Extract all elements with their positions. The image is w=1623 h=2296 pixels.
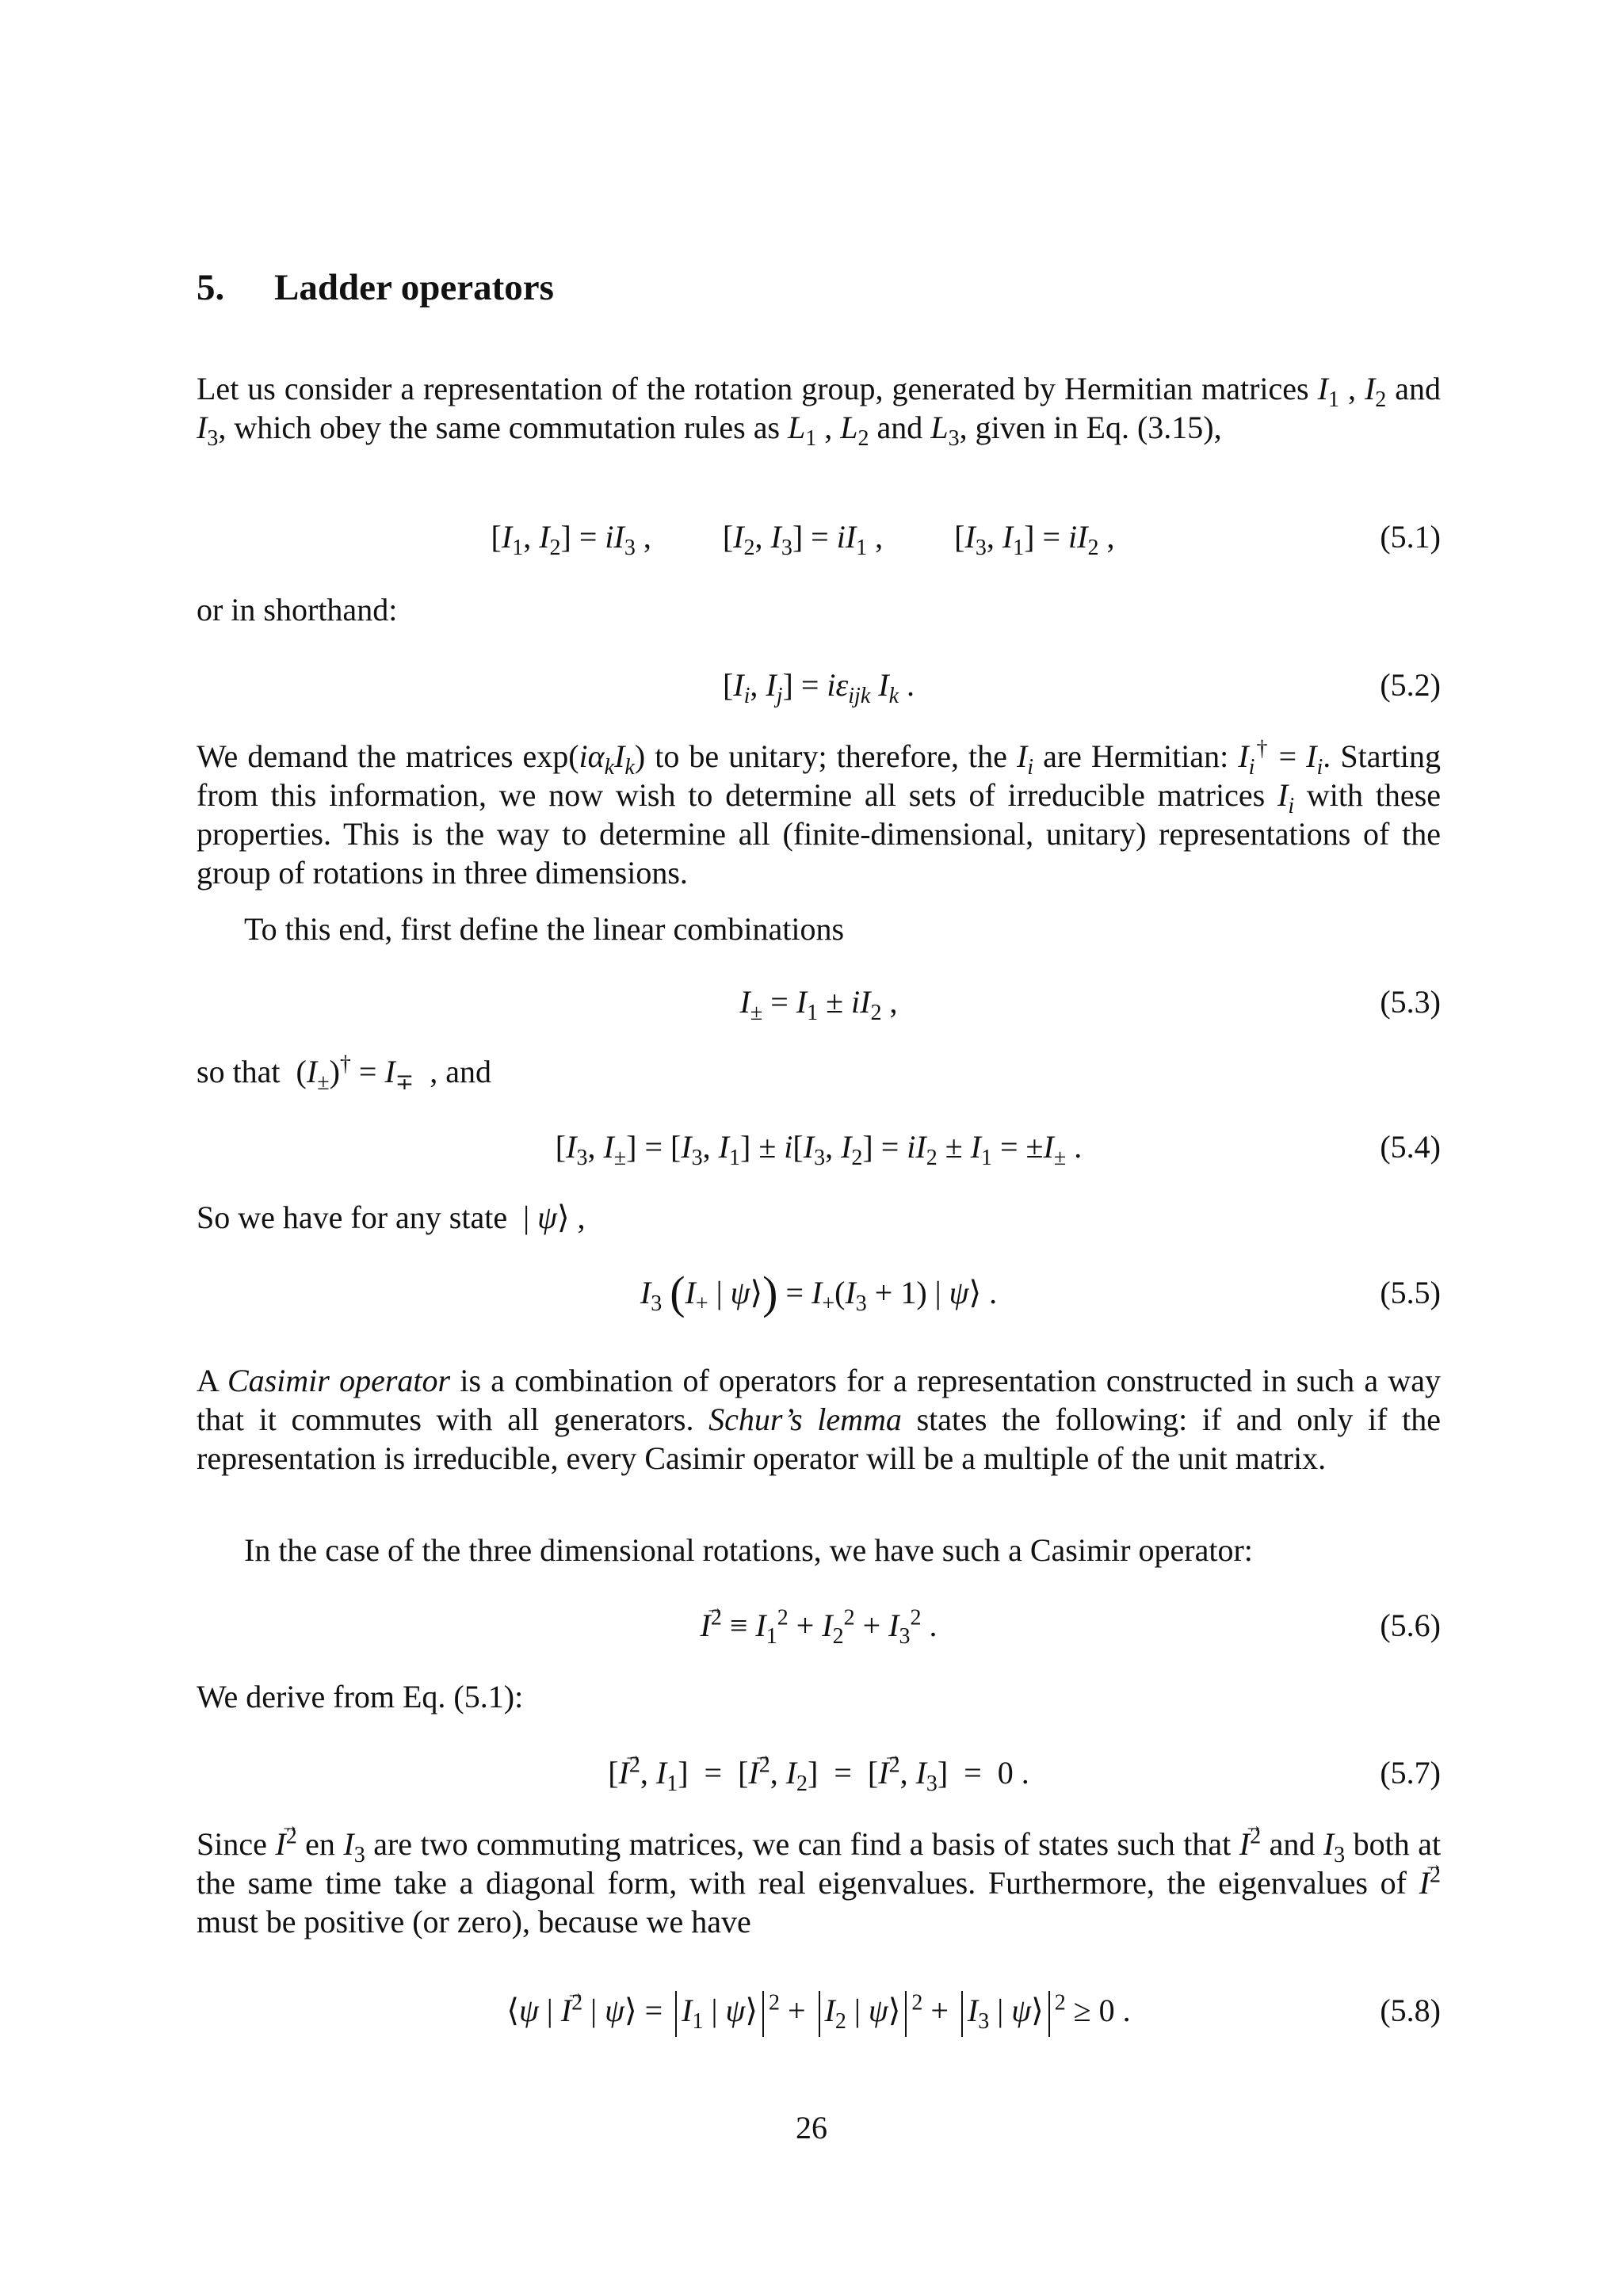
since-text-3: are two commuting matrices, we can find a basis of states such that (373, 1826, 1232, 1862)
intro-text-3: , given in Eq. (3.15), (959, 410, 1222, 445)
equation-5-6: → $I^2 \equiv I_1^2 + I_2^2 + I_3^2$ . (5.6) (197, 1602, 1441, 1650)
paragraph-any-state: So we have for any state | ψ⟩ , (197, 1199, 586, 1235)
casimir-term: Casimir operator (227, 1363, 451, 1398)
equation-5-1: [$I_1$, $I_2] = iI_3$ , [$I_2$, $I_3] = iI_1$ , [$I_3$, $I_1] = iI_2$ , (5.1) (197, 513, 1441, 561)
unitary-text-2: to be unitary; therefore, the (655, 738, 1007, 774)
unitary-text-1: We demand the matrices (197, 738, 514, 774)
casimir-text-2: is a combination of operators for a representation constructed in such a way that it commutes with all generators. (197, 1363, 1441, 1437)
unitary-text-5: with these properties. This is the way to determine all (finite-dimensional, unitary) representations of the group of rotations in three dimensions. (197, 777, 1442, 891)
threedim-text: In the case of the three dimensional rotations, we have such a Casimir operator: (244, 1532, 1253, 1568)
intro-text-1: Let us consider a representation of the rotation group, generated by Hermitian matrices (197, 371, 1309, 406)
linear-text: To this end, first define the linear combinations (244, 911, 845, 947)
paragraph-three-dim (197, 1531, 1441, 1569)
page-number: 26 (796, 2110, 827, 2145)
casimir-text-1: A (197, 1363, 218, 1398)
section-number: 5. (197, 267, 225, 308)
equation-5-3: $I_\pm = I_1 \pm iI_2$ , (5.3) (197, 978, 1441, 1026)
shorthand-text: or in shorthand: (197, 592, 398, 627)
since-text-6: must be positive (or zero), because we have (197, 1904, 751, 1939)
equation-5-7: [→ $I^2$, $I_1$] = [→ $I^2$, $I_2$] = [→ $I^2$, $I_3] = 0$ . (5.7) (197, 1749, 1441, 1797)
unitary-text-3: are Hermitian: (1043, 738, 1229, 774)
casimir-text-3: states the following: if and only if the representation is irreducible, every Casimir operator will be a multiple of the unit matrix. (197, 1402, 1441, 1476)
equation-number: (5.5) (1380, 1275, 1441, 1310)
equation-number: (5.7) (1380, 1755, 1441, 1791)
equation-number: (5.6) (1380, 1608, 1441, 1643)
unitary-text-4: . Starting from this information, we now wish to determine all sets of irreducible matrices (197, 738, 1441, 813)
section-title: Ladder operators (274, 267, 554, 308)
equation-number: (5.1) (1380, 519, 1441, 555)
equation-number: (5.3) (1380, 984, 1441, 1020)
paragraph-casimir (197, 1361, 1441, 1478)
paragraph-intro: Let us consider a representation of the rotation group, generated by Hermitian matrices $I_1$ , $I_2$ and $I_3$, which obey the same commutation rules as $L_1$ , $L_2$ and $L_3$, given in Eq. (3.15), (197, 371, 1442, 451)
since-text-5: both at the same time take a diagonal form, with real eigenvalues. Furthermore, the eigenvalues of (197, 1826, 1442, 1901)
anystate-text: So we have for any state (197, 1199, 508, 1235)
equation-number: (5.4) (1380, 1129, 1441, 1165)
equation-5-5: $I_3$ ($I_+$ | ψ⟩) = $I_+(I_3 + 1)$ | ψ⟩ . (5.5) (640, 1267, 1441, 1318)
schur-term: Schur’s lemma (708, 1402, 902, 1437)
since-text-2: en (305, 1826, 335, 1862)
sothat-text-1: so that (197, 1054, 281, 1089)
paragraph-linear (197, 910, 1441, 948)
paragraph-shorthand (197, 590, 1441, 629)
since-text-4: and (1269, 1826, 1316, 1862)
intro-text-2: , which obey the same commutation rules as (218, 410, 781, 445)
paragraph-so-that: so that $(I_\pm)^\dagger = I_\mp$ , and (197, 1051, 492, 1095)
section-heading (197, 269, 554, 307)
paragraph-unitary: We demand the matrices $\exp(i\alpha_kI_k)$ to be unitary; therefore, the $I_i$ are Hermitian: $I_i^\dagger = I_i$. Starting from this information, we now wish to determine all sets of irreducible matrices $I_i$ with these properties. This is the way to determine all (finite-dimensional, unitary) representations of the group of rotations in three dimensions. (197, 736, 1442, 891)
equation-number: (5.8) (1380, 1993, 1441, 2028)
paragraph-since: Since → $I^2$ en $I_3$ are two commuting matrices, we can find a basis of states such that → $I^2$ and $I_3$ both at the same time take a diagonal form, with real eigenvalues. Furthermore, the eigenvalues of → $I^2$ must be positive (or zero), because we have (197, 1825, 1441, 1941)
paragraph-derive (197, 1677, 1441, 1716)
derive-text: We derive from Eq. (5.1): (197, 1679, 524, 1714)
equation-5-2: [$I_i$, $I_j] = i\varepsilon_{ijk}$ $I_k$ . (5.2) (197, 662, 1441, 709)
equation-5-4: [$I_3$, $I_\pm] = [I_3$, $I_1] \pm i[I_3$, $I_2] = iI_2 \pm I_1 = \pm I_\pm$ . (5.4) (197, 1123, 1441, 1171)
sothat-text-2: , and (430, 1054, 492, 1089)
since-text-1: Since (197, 1826, 267, 1862)
equation-number: (5.2) (1380, 667, 1441, 703)
equation-5-8: ⟨ψ | → $I^2$ | ψ⟩ = $I_1$ | ψ⟩ $^2 + I_2$ | ψ⟩ $^2 + I_3$ | ψ⟩ $^2$ ≥ 0 . (5.8) (197, 1987, 1441, 2035)
